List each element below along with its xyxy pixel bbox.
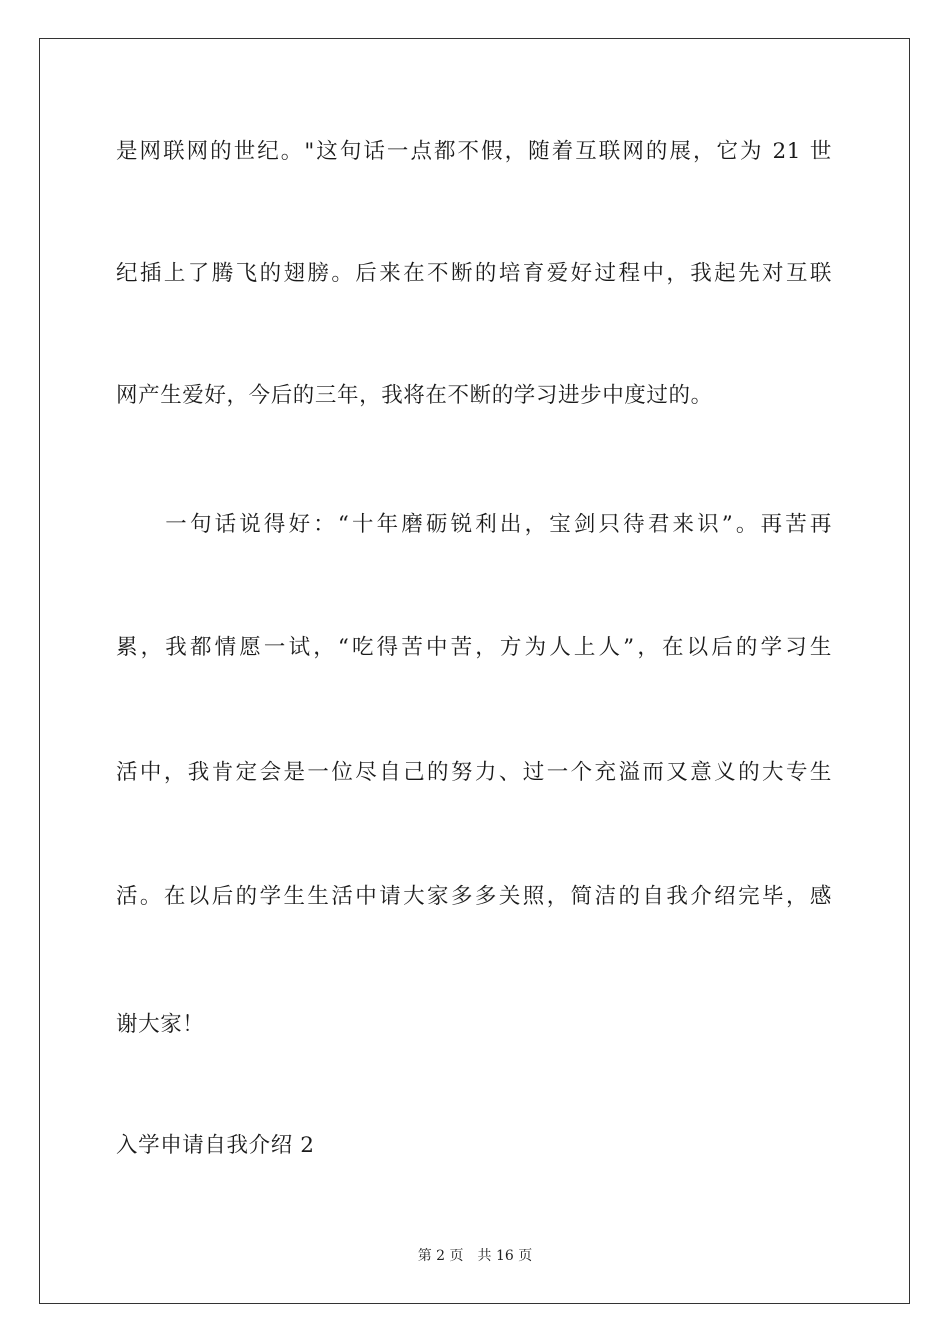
text-line-1: 是网联网的世纪。"这句话一点都不假，随着互联网的展，它为 21 世 [116,139,832,164]
text-line-8: 谢大家！ [116,1012,205,1037]
section-heading: 入学申请自我介绍 2 [116,1133,315,1158]
text-line-2: 纪插上了腾飞的翅膀。后来在不断的培育爱好过程中，我起先对互联 [116,261,832,286]
page-total: 共 16 页 [477,1248,533,1264]
text-line-3: 网产生爱好，今后的三年，我将在不断的学习进步中度过的。 [116,383,713,408]
page-number: 第 2 页 [417,1248,464,1264]
page-footer [0,1246,950,1266]
text-line-4: 一句话说得好：“十年磨砺锐利出，宝剑只待君来识”。再苦再 [116,512,832,537]
page-border [39,38,910,1304]
text-line-7: 活。在以后的学生生活中请大家多多关照，简洁的自我介绍完毕，感 [116,884,832,909]
text-line-5: 累，我都情愿一试，“吃得苦中苦，方为人上人”，在以后的学习生 [116,635,832,660]
text-line-6: 活中，我肯定会是一位尽自己的努力、过一个充溢而又意义的大专生 [116,760,832,785]
